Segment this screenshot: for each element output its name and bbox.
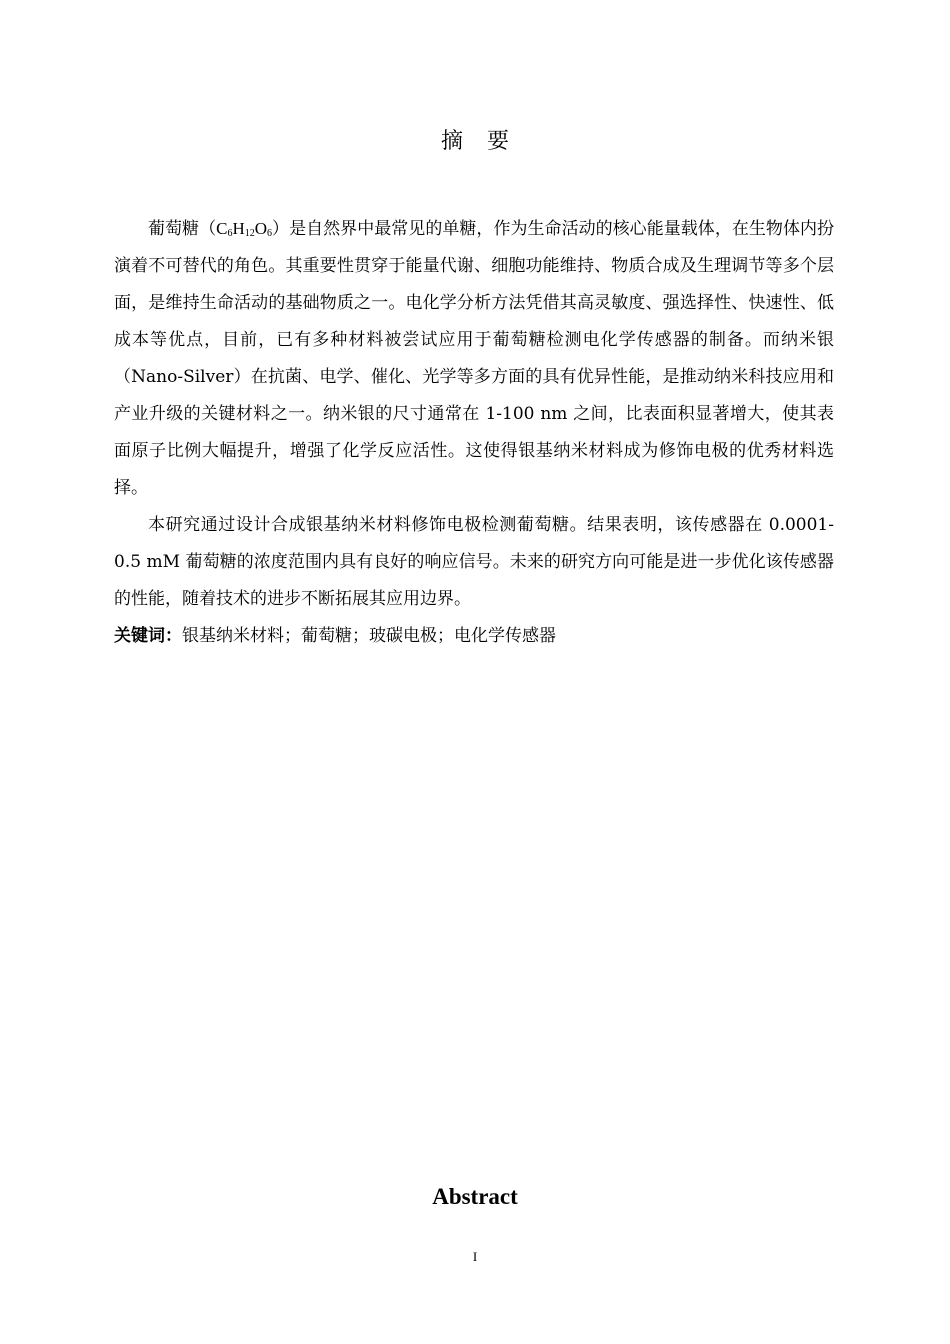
keywords-label: 关键词：: [114, 626, 182, 646]
page-number: I: [472, 1249, 478, 1264]
formula-hydrogen: H: [232, 219, 245, 238]
keywords-value: 银基纳米材料；葡萄糖；玻碳电极；电化学传感器: [182, 626, 556, 646]
abstract-title-english: Abstract: [432, 1184, 518, 1209]
abstract-paragraph-1: [114, 210, 834, 507]
formula-oxygen: O: [254, 219, 268, 238]
keywords-line: [114, 618, 834, 655]
formula-hydrogen-subscript: 12: [244, 228, 255, 239]
abstract-body-chinese: [114, 210, 834, 655]
abstract-title-chinese: 摘要: [440, 129, 533, 154]
paragraph-1-rest: ）是自然界中最常见的单糖，作为生命活动的核心能量载体，在生物体内扮演着不可替代的角色。其重要性贯穿于能量代谢、细胞功能维持、物质合成及生理调节等多个层面，是维持生命活动的基础物质之一。电化学分析方法凭借其高灵敏度、强选择性、快速性、低成本等优点，目前，已有多种材料被尝试应用于葡萄糖检测电化学传感器的制备。而纳米银（Nano-Silver）在抗菌、电学、催化、光学等多方面的具有优异性能，是推动纳米科技应用和产业升级的关键材料之一。纳米银的尺寸通常在 1-100 nm 之间，比表面积显著增大，使其表面原子比例大幅提升，增强了化学反应活性。这使得银基纳米材料成为修饰电极的优秀材料选择。: [114, 219, 835, 498]
glucose-formula: [216, 219, 272, 238]
abstract-paragraph-2: 本研究通过设计合成银基纳米材料修饰电极检测葡萄糖。结果表明，该传感器在 0.0001-0.5 mM 葡萄糖的浓度范围内具有良好的响应信号。未来的研究方向可能是进一步优化该传感器的性能，随着技术的进步不断拓展其应用边界。: [114, 515, 834, 609]
paragraph-1-intro: 葡萄糖（: [148, 219, 217, 239]
formula-oxygen-subscript: 6: [267, 228, 273, 239]
formula-carbon: C: [216, 219, 228, 238]
formula-carbon-subscript: 6: [227, 228, 233, 239]
